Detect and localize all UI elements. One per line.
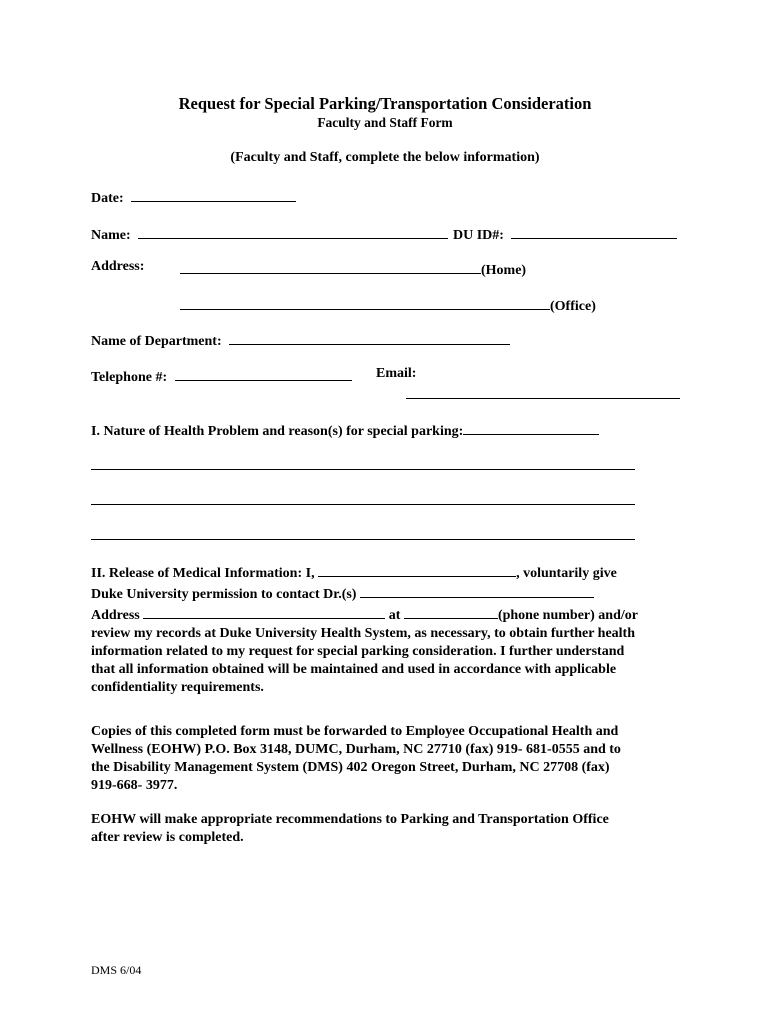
name-field[interactable]: [138, 224, 448, 239]
department-field[interactable]: [229, 330, 510, 345]
address-office-row: [180, 295, 596, 315]
release-name-field[interactable]: [318, 562, 516, 577]
permission-text: Duke University permission to contact Dr.(s): [91, 587, 357, 602]
doctor-address-field[interactable]: [143, 604, 385, 619]
copies-line-1: Copies of this completed form must be forwarded to Employee Occupational Health and: [91, 724, 619, 739]
form-title: Request for Special Parking/Transportation Consideration: [178, 94, 592, 113]
name-row: [91, 224, 448, 244]
home-label: (Home): [481, 263, 527, 278]
copies-paragraph: [91, 723, 691, 795]
section1-line-1[interactable]: [91, 469, 635, 470]
recommendation-line-1: EOHW will make appropriate recommendations to Parking and Transportation Office: [91, 812, 609, 827]
section1-label: I. Nature of Health Problem and reason(s) for special parking:: [91, 424, 464, 439]
department-label: Name of Department:: [91, 334, 222, 349]
form-code: DMS 6/04: [91, 963, 142, 977]
copies-line-4: 919-668- 3977.: [91, 778, 178, 793]
section1-line-3[interactable]: [91, 539, 635, 540]
address-label: Address:: [91, 259, 145, 274]
email-label: Email:: [376, 366, 417, 381]
date-field[interactable]: [131, 187, 296, 202]
release-text-start: II. Release of Medical Information: I,: [91, 566, 315, 581]
section1-row: [91, 420, 599, 440]
duid-row: [453, 224, 677, 244]
form-subtitle: Faculty and Staff Form: [317, 115, 453, 130]
recommendation-line-2: after review is completed.: [91, 830, 244, 845]
copies-line-2: Wellness (EOHW) P.O. Box 3148, DUMC, Durham, NC 27710 (fax) 919- 681-0555 and to: [91, 742, 621, 757]
form-instruction: (Faculty and Staff, complete the below information): [230, 150, 540, 165]
section1-inline-field[interactable]: [463, 420, 599, 435]
at-label: at: [388, 608, 401, 623]
department-row: [91, 330, 510, 350]
copies-line-3: the Disability Management System (DMS) 402 Oregon Street, Durham, NC 27708 (fax): [91, 760, 610, 775]
date-row: [91, 187, 296, 207]
doctor-address-label: Address: [91, 608, 140, 623]
email-field[interactable]: [406, 398, 680, 399]
section2-line-7: confidentiality requirements.: [91, 680, 264, 695]
section2-line-2: [91, 583, 691, 604]
doctor-phone-field[interactable]: [404, 604, 498, 619]
telephone-field[interactable]: [175, 366, 352, 381]
address-home-field[interactable]: [180, 259, 481, 274]
section2-line-5: information related to my request for special parking consideration. I further understand: [91, 644, 625, 659]
doctor-name-field[interactable]: [360, 583, 594, 598]
section2-line-1: [91, 562, 691, 583]
phone-number-label: (phone number) and/or: [497, 608, 638, 623]
section2-line-4: review my records at Duke University Health System, as necessary, to obtain further health: [91, 626, 635, 641]
recommendation-paragraph: [91, 811, 691, 847]
section1-line-2[interactable]: [91, 504, 635, 505]
name-label: Name:: [91, 228, 131, 243]
duid-field[interactable]: [511, 224, 677, 239]
telephone-row: [91, 366, 352, 386]
section2-paragraph: [91, 562, 691, 697]
duid-label: DU ID#:: [453, 228, 504, 243]
release-text-end: , voluntarily give: [516, 566, 617, 581]
section2-line-3: [91, 604, 691, 625]
address-office-field[interactable]: [180, 295, 550, 310]
office-label: (Office): [550, 299, 596, 314]
date-label: Date:: [91, 191, 124, 206]
telephone-label: Telephone #:: [91, 370, 168, 385]
section2-line-6: that all information obtained will be maintained and used in accordance with applicable: [91, 662, 617, 677]
address-home-row: [180, 259, 526, 279]
